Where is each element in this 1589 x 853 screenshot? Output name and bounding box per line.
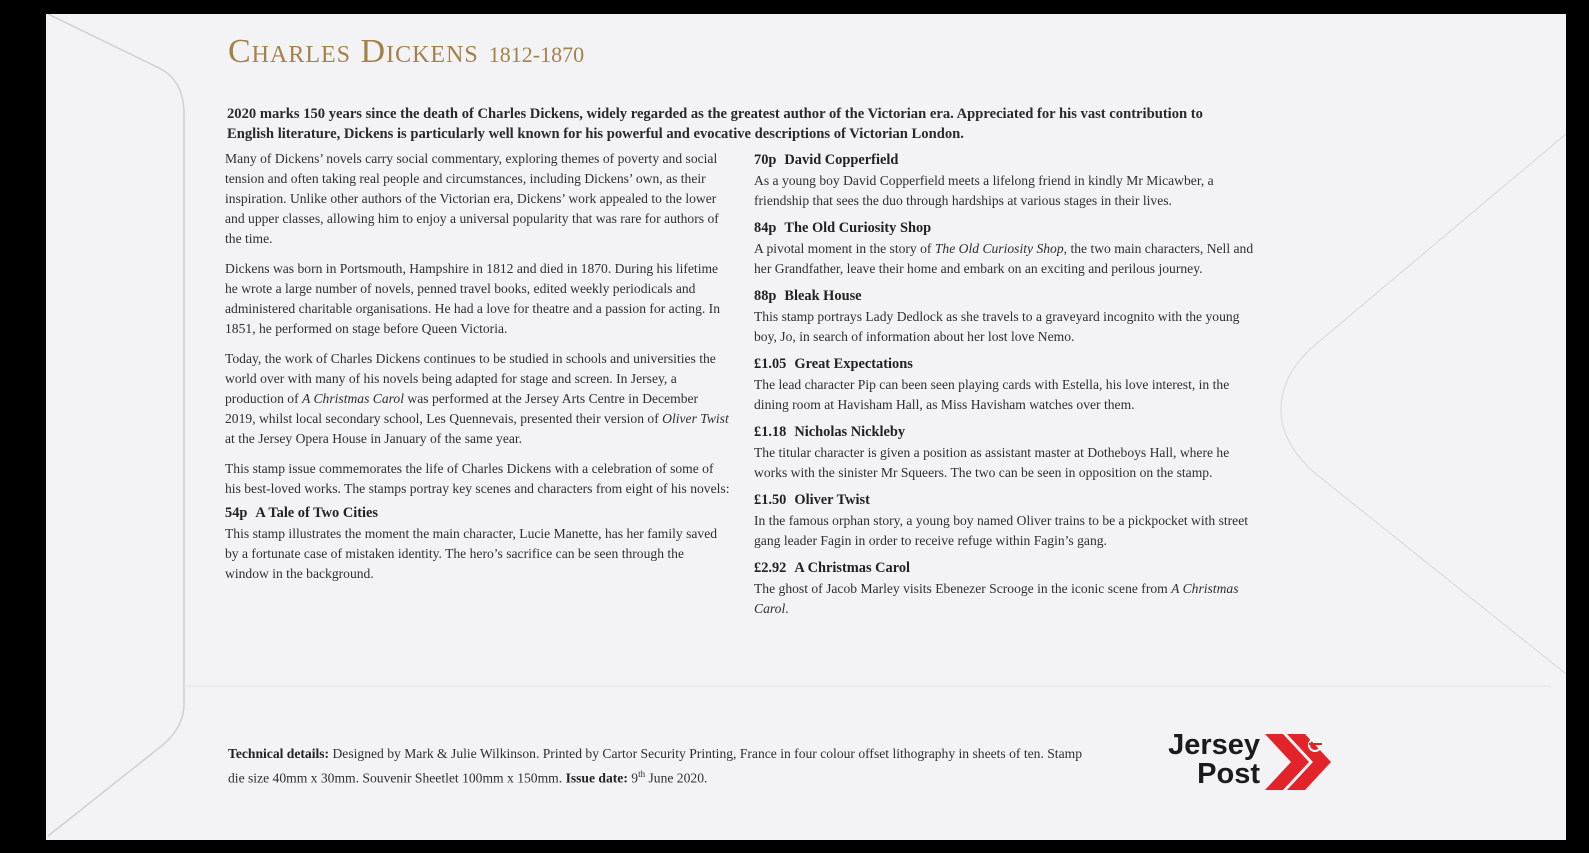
- logo-word-jersey: Jersey: [1168, 729, 1260, 761]
- stamp-description: The titular character is given a position as assistant master at Dotheboys Hall, where he works with the sinister Mr Squeers. The two can be seen in opposition on the stamp.: [754, 445, 1230, 480]
- stamp-heading: [754, 422, 1254, 443]
- stamp-entry: [754, 286, 1254, 347]
- stamp-entry: [225, 503, 730, 584]
- stamp-description: In the famous orphan story, a young boy named Oliver trains to be a pickpocket with street gang leader Fagin in order to receive refuge within Fagin’s gang.: [754, 513, 1249, 548]
- jersey-post-logo: [1157, 730, 1347, 794]
- stamp-value: £1.05: [754, 356, 787, 372]
- stamp-description: [754, 239, 1254, 279]
- left-column: [225, 149, 730, 591]
- stamp-text-italic: The Old Curiosity Shop: [934, 241, 1064, 256]
- stamp-heading: [225, 503, 730, 524]
- right-column: [754, 150, 1254, 626]
- intro-paragraph: 2020 marks 150 years since the death of Charles Dickens, widely regarded as the greatest author of the Victorian era. Appreciated for his vast contribution to English literature, Dickens is particularly well known for his powerful and evocative descriptions of Victorian London.: [227, 106, 1203, 142]
- stamp-text: .: [785, 601, 789, 616]
- stamp-value: £1.18: [754, 424, 787, 440]
- stamp-heading: [754, 490, 1254, 511]
- stamp-text: , the two main characters, Nell and her Grandfather, leave their home and embark on an exciting and perilous journey.: [754, 241, 1254, 276]
- paragraph-social-commentary: Many of Dickens’ novels carry social commentary, exploring themes of poverty and social tension and often taking real people and circumstances, including Dickens’ own, as their inspiration. Unlike other authors of the Victorian era, Dickens’ work appealed to the lower and upper classes, allowing him to enjoy a universal popularity that was rare for authors of the time.: [225, 151, 719, 246]
- stamp-description: This stamp portrays Lady Dedlock as she travels to a graveyard incognito with the young boy, Jo, in search of information about her lost love Nemo.: [754, 309, 1240, 344]
- stamp-entry: [754, 558, 1254, 619]
- stamp-value: £2.92: [754, 560, 787, 576]
- stamp-value: 54p: [225, 505, 248, 521]
- stamp-heading: [754, 558, 1254, 579]
- paragraph-stamp-issue: This stamp issue commemorates the life of Charles Dickens with a celebration of some of his best-loved works. The stamps portray key scenes and characters from eight of his novels:: [225, 461, 730, 496]
- issue-date-suffix: th: [638, 769, 646, 779]
- logo-word-post: Post: [1197, 758, 1260, 790]
- stamp-text-italic: A Christmas Carol: [754, 581, 1239, 616]
- technical-text: Designed by Mark & Julie Wilkinson. Printed by Cartor Security Printing, France in four colour offset lithography in sheets of ten. Stamp die size 40mm x 30mm. Souvenir Sheetlet 100mm x 150mm.: [228, 746, 1082, 786]
- stamp-description: As a young boy David Copperfield meets a lifelong friend in kindly Mr Micawber, a friendship that sees the duo through hardships at various stages in their lives.: [754, 173, 1214, 208]
- stamp-description: The lead character Pip can been seen playing cards with Estella, his love interest, in the dining room at Havisham Hall, as Miss Havisham watches over them.: [754, 377, 1230, 412]
- legacy-title-christmas-carol: A Christmas Carol: [302, 391, 405, 406]
- stamp-title: Oliver Twist: [794, 492, 870, 508]
- legacy-text-3: at the Jersey Opera House in January of the same year.: [225, 431, 523, 446]
- title-years: 1812-1870: [488, 42, 585, 67]
- stamp-entry: [754, 218, 1254, 279]
- issue-date-day: 9: [627, 770, 639, 786]
- stamp-title: The Old Curiosity Shop: [784, 220, 932, 236]
- technical-details: [228, 744, 1088, 789]
- issue-date-label: Issue date:: [565, 770, 628, 786]
- stamp-entry: [754, 354, 1254, 415]
- title-name: Charles Dickens: [228, 33, 479, 70]
- stamp-description: This stamp illustrates the moment the main character, Lucie Manette, has her family saved by a fortunate case of mistaken identity. The hero’s sacrifice can be seen through the window in the background.: [225, 526, 718, 581]
- technical-label: Technical details:: [228, 746, 330, 761]
- stamp-value: 70p: [754, 152, 777, 168]
- stamp-value: 88p: [754, 288, 777, 304]
- stamp-text: The ghost of Jacob Marley visits Ebenezer Scrooge in the iconic scene from: [754, 581, 1172, 596]
- stamp-title: Great Expectations: [794, 356, 913, 372]
- stamp-title: A Tale of Two Cities: [255, 505, 379, 521]
- stamp-description: [754, 579, 1254, 619]
- paragraph-biography: Dickens was born in Portsmouth, Hampshire in 1812 and died in 1870. During his lifetime he wrote a large number of novels, penned travel books, edited weekly periodicals and administered charitable organisations. He had a love for theatre and a passion for acting. In 1851, he performed on stage before Queen Victoria.: [225, 261, 720, 336]
- paragraph-legacy: [225, 349, 730, 449]
- stamp-entry: [754, 150, 1254, 211]
- legacy-text-1: Today, the work of Charles Dickens continues to be studied in schools and universities the world over with many of his novels being adapted for stage and screen. In Jersey, a production of: [225, 351, 716, 406]
- stamp-entry: [754, 490, 1254, 551]
- stamp-entry: [754, 422, 1254, 483]
- stamp-heading: [754, 150, 1254, 171]
- stamp-heading: [754, 354, 1254, 375]
- stamp-text: A pivotal moment in the story of: [754, 241, 935, 256]
- stamp-title: David Copperfield: [784, 152, 899, 168]
- issue-date-rest: June 2020.: [645, 770, 708, 786]
- stamp-title: Nicholas Nickleby: [794, 424, 906, 440]
- stamp-heading: [754, 286, 1254, 307]
- stamp-value: 84p: [754, 220, 777, 236]
- page-title: [228, 33, 584, 71]
- legacy-title-oliver-twist: Oliver Twist: [662, 411, 729, 426]
- stamp-heading: [754, 218, 1254, 239]
- legacy-text-2: was performed at the Jersey Arts Centre in December 2019, whilst local secondary school, Les Quennevais, presented their version of: [225, 391, 699, 426]
- stamp-value: £1.50: [754, 492, 787, 508]
- stamp-title: A Christmas Carol: [794, 560, 911, 576]
- stamp-title: Bleak House: [784, 288, 862, 304]
- chevron-arrow-icon: [1265, 734, 1339, 790]
